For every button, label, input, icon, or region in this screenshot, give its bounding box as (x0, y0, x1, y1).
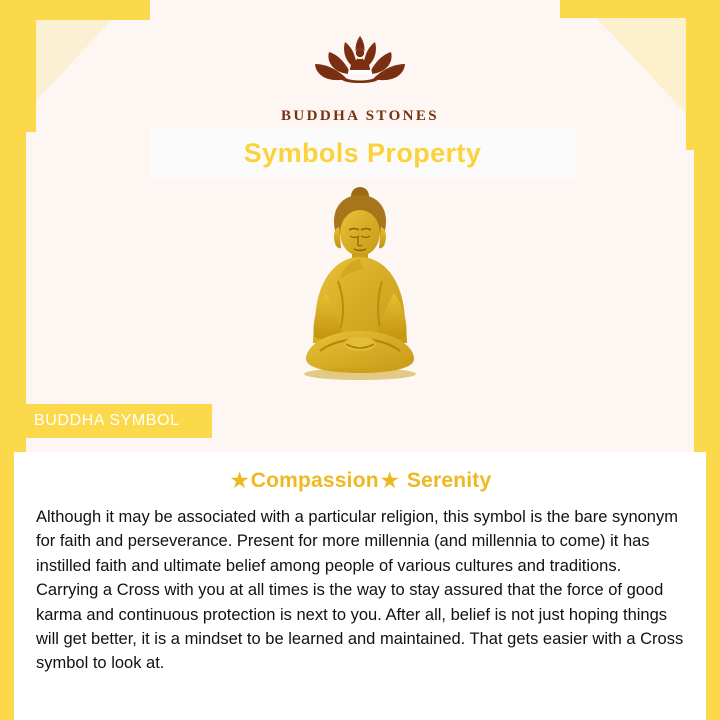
bottom-right-border-band (706, 452, 720, 720)
page-title: Symbols Property (243, 137, 482, 168)
symbol-tag-label: BUDDHA SYMBOL (34, 412, 180, 429)
title-banner (150, 128, 575, 178)
content-subheading (26, 468, 694, 493)
bottom-left-border-band (0, 452, 14, 720)
status-badge (0, 404, 212, 438)
content-panel (14, 452, 706, 720)
seated-buddha-illustration (260, 181, 460, 406)
lotus-meditation-icon (0, 22, 720, 102)
subheading-first-word: Compassion (250, 469, 379, 492)
star-icon-left: ★ (230, 470, 249, 492)
brand-logo (0, 22, 720, 125)
brand-name: BUDDHA STONES (280, 108, 440, 124)
buddha-figure (0, 178, 720, 408)
star-icon-right: ★ (380, 470, 399, 492)
body-paragraph: Although it may be associated with a particular religion, this symbol is the bare synonym for faith and perseverance. Present for more millennia (and millennia to come) it has instilled faith and ultimate belief among people of various cultures and traditions. Carrying a Cross with you at all times is the way to stay assured that the force of good karma and continuous protection is next to you. After all, belief is not just hoping things will get better, it is a mindset to be learned and maintained. That gets easier with a Cross symbol to look at. (36, 508, 684, 673)
subheading-second-word: Serenity (406, 469, 492, 492)
